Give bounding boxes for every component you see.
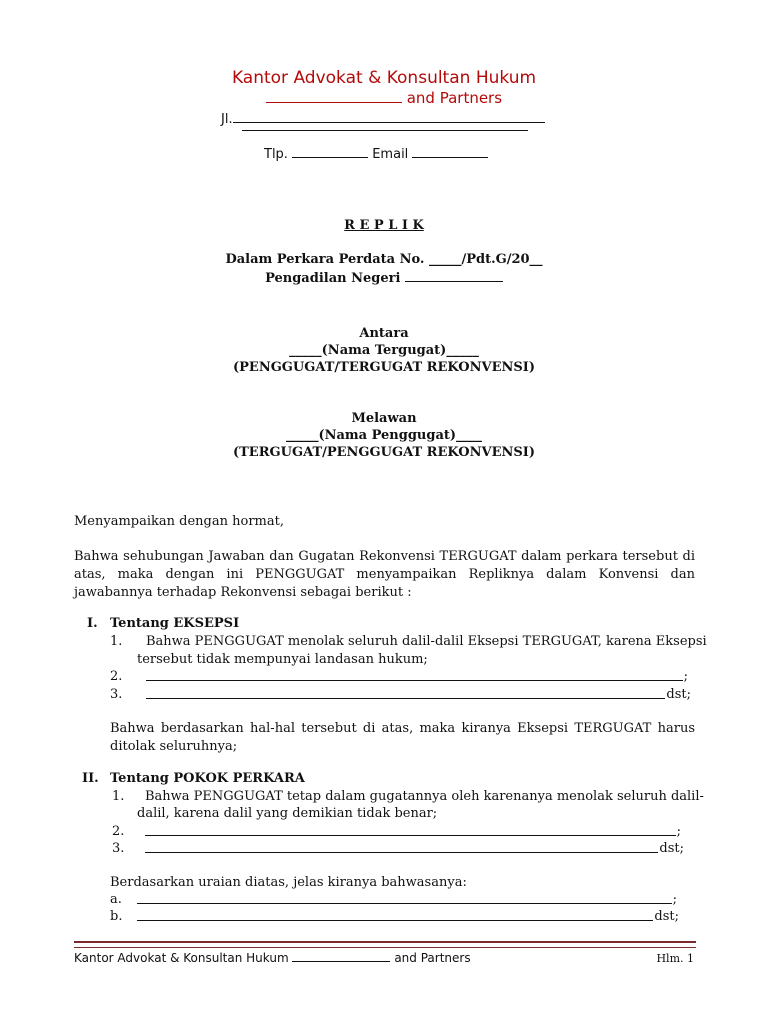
- address-line: [221, 110, 545, 127]
- section1-item2-blank: [146, 669, 688, 684]
- blank-line: [137, 909, 653, 921]
- footer-firm: [74, 950, 471, 965]
- section2-item2-number: 2.: [112, 824, 125, 839]
- email-label: Email: [372, 147, 409, 162]
- blank-line: [137, 892, 672, 904]
- greeting: Menyampaikan dengan hormat,: [74, 514, 284, 529]
- address-prefix: Jl.: [221, 112, 233, 127]
- party2-role: (TERGUGAT/PENGGUGAT REKONVENSI): [232, 445, 536, 460]
- email-blank: [412, 145, 488, 158]
- section1-heading: Tentang EKSEPSI: [110, 616, 240, 631]
- document-title: R E P L I K: [344, 218, 424, 233]
- section1-numeral: I.: [87, 616, 98, 631]
- item-end: dst;: [654, 909, 679, 924]
- blank-line: [145, 824, 676, 836]
- section1-item3-number: 3.: [110, 687, 123, 702]
- item-end: ;: [672, 892, 677, 907]
- section1-conclusion: Bahwa berdasarkan hal-hal tersebut di atas, maka kiranya Eksepsi TERGUGAT harus ditolak seluruhnya;: [110, 721, 695, 754]
- antara-label: Antara: [359, 326, 409, 341]
- court-blank: [405, 269, 503, 282]
- section2-itema-blank: [137, 892, 677, 907]
- item-end: ;: [683, 669, 688, 684]
- contact-line: [264, 145, 488, 162]
- section2-numeral: II.: [82, 771, 99, 786]
- footer-firm-blank: [292, 950, 390, 962]
- address-blank-line-2: [242, 130, 528, 131]
- section1-item1-number: 1.: [110, 634, 123, 649]
- party2-name: _____(Nama Penggugat)____: [285, 428, 483, 443]
- section2-itemb-letter: b.: [110, 909, 123, 924]
- party1-role: (PENGGUGAT/TERGUGAT REKONVENSI): [232, 360, 536, 375]
- blank-line: [146, 687, 665, 699]
- tlp-blank: [292, 145, 368, 158]
- item-end: dst;: [659, 841, 684, 856]
- footer-page-number: Hlm. 1: [656, 952, 694, 965]
- section2-item1-line1: Bahwa PENGGUGAT tetap dalam gugatannya oleh karenanya menolak seluruh dalil-: [145, 789, 704, 804]
- firm-name: Kantor Advokat & Konsultan Hukum: [231, 68, 537, 88]
- address-blank: [233, 110, 545, 123]
- section1-item2-number: 2.: [110, 669, 123, 684]
- section2-item2-blank: [145, 824, 681, 839]
- section2-itemb-blank: [137, 909, 679, 924]
- firm-partners-suffix: and Partners: [406, 89, 503, 107]
- firm-name-blank: [266, 89, 402, 103]
- firm-partners-line: [0, 89, 768, 107]
- section1-item1-line2: tersebut tidak mempunyai landasan hukum;: [137, 652, 428, 667]
- section1-item1-line1: Bahwa PENGGUGAT menolak seluruh dalil-dalil Eksepsi TERGUGAT, karena Eksepsi: [146, 634, 707, 649]
- section2-heading: Tentang POKOK PERKARA: [110, 771, 305, 786]
- blank-line: [146, 669, 683, 681]
- footer-firm-prefix: Kantor Advokat & Konsultan Hukum: [74, 951, 289, 965]
- party1-name: _____(Nama Tergugat)_____: [289, 343, 479, 358]
- section1-item3-blank: [146, 687, 691, 702]
- item-end: ;: [676, 824, 681, 839]
- court-prefix: Pengadilan Negeri: [265, 271, 401, 286]
- section2-item3-number: 3.: [112, 841, 125, 856]
- tlp-label: Tlp.: [264, 147, 288, 162]
- intro-paragraph: Bahwa sehubungan Jawaban dan Gugatan Rekonvensi TERGUGAT dalam perkara tersebut di atas, maka dengan ini PENGGUGAT menyampaikan Repliknya dalam Konvensi dan jawabannya terhadap Rekonvensi sebagai berikut :: [74, 549, 695, 600]
- case-number: Dalam Perkara Perdata No. _____/Pdt.G/20__: [225, 252, 543, 267]
- footer-divider: [74, 941, 696, 948]
- item-end: dst;: [666, 687, 691, 702]
- blank-line: [145, 841, 658, 853]
- section2-item3-blank: [145, 841, 684, 856]
- court-line: [0, 269, 768, 286]
- section2-item1-line2: dalil, karena dalil yang demikian tidak benar;: [137, 806, 438, 821]
- section2-itema-letter: a.: [110, 892, 122, 907]
- footer-firm-suffix: and Partners: [394, 951, 471, 965]
- section2-item1-number: 1.: [112, 789, 125, 804]
- section2-summary: Berdasarkan uraian diatas, jelas kiranya bahwasanya:: [110, 875, 467, 890]
- melawan-label: Melawan: [351, 411, 417, 426]
